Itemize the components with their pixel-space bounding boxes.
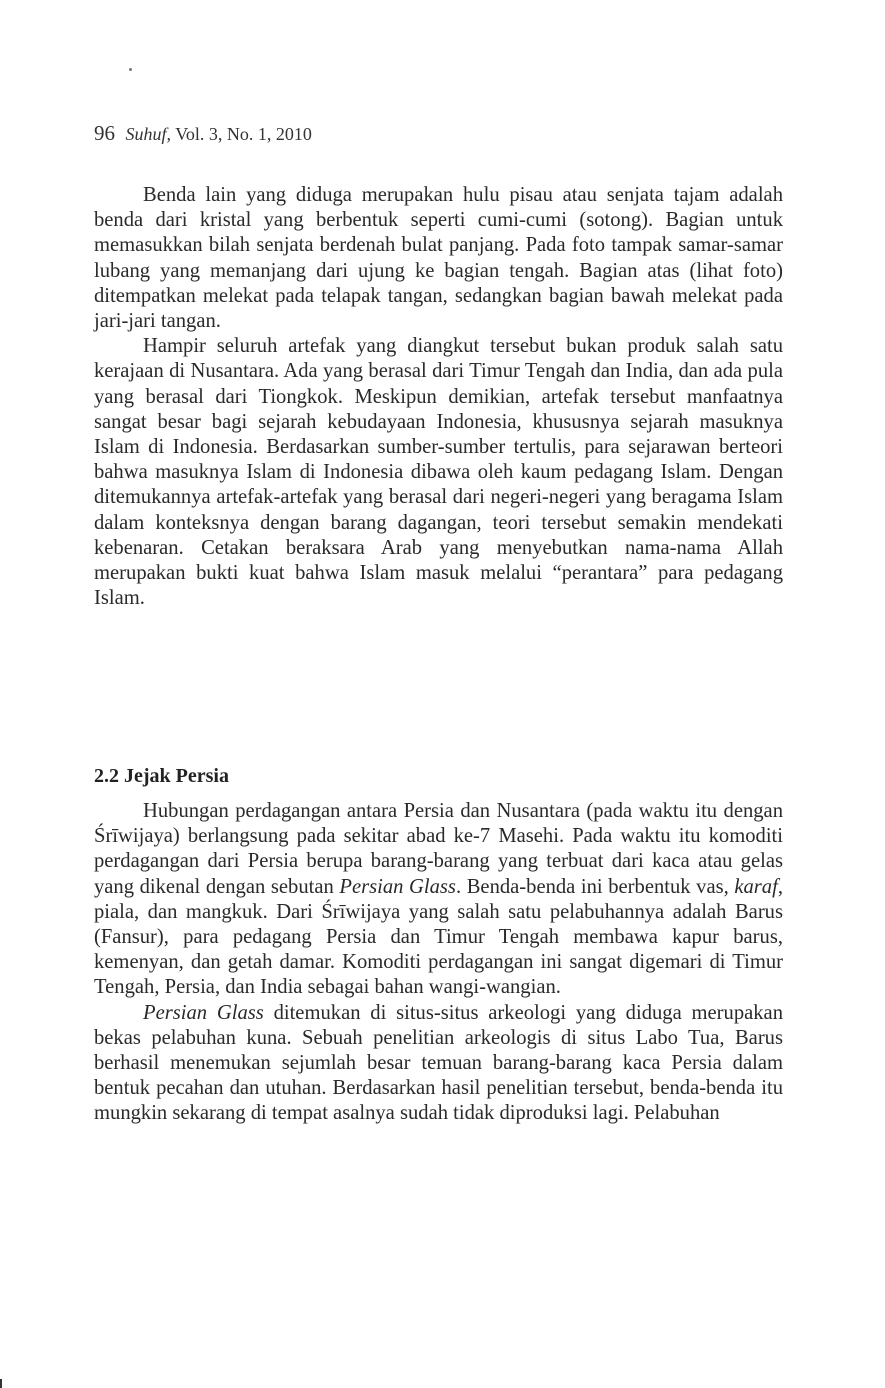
page-number: 96 — [94, 121, 115, 145]
paragraph-artifact-origins: Hampir seluruh artefak yang diangkut tersebut bukan produk salah satu kerajaan di Nusantara. Ada yang berasal dari Timur Tengah dan India, dan ada pula yang berasal dari Tiongkok. Meskipun demikian, artefak tersebut manfaatnya sangat besar bagi sejarah kebudayaan Indonesia, khususnya sejarah masuknya Islam di Indonesia. Berdasarkan sumber-sumber tertulis, para sejarawan berteori bahwa masuknya Islam di Indonesia dibawa oleh kaum pedagang Islam. Dengan ditemukannya artefak-artefak yang berasal dari negeri-negeri yang beragama Islam dalam konteksnya dengan barang dagangan, teori tersebut semakin mendekati kebenaran. Cetakan beraksara Arab yang menyebutkan nama-nama Allah merupakan bukti kuat bahwa Islam masuk melalui “perantara” para pedagang Islam. — [94, 335, 783, 610]
scan-edge-mark — [0, 1379, 2, 1388]
text-run: . Benda-benda ini berbentuk vas, — [455, 875, 735, 898]
text-run: ditemukan di situs-situs arkeologi yang diduga merupakan bekas pelabuhan kuna. Sebuah penelitian arkeologis di situs Labo Tua, Barus berhasil menemukan sejumlah besar temuan barang-barang kaca Persia dalam bentuk pecahan dan utuhan. Berdasarkan hasil penelitian tersebut, benda-benda itu mungkin sekarang di tempat asalnya sudah tidak diproduksi lagi. Pelabuhan — [94, 1001, 783, 1125]
paragraph-persian-glass-finds — [94, 1001, 783, 1127]
body-text-section-persia — [94, 799, 783, 1127]
paragraph-persia-trade — [94, 799, 783, 1001]
italic-term: Persian Glass — [339, 875, 456, 898]
running-header — [94, 121, 312, 146]
text-run: , piala, dan mangkuk. Dari Śrīwijaya yang salah satu pelabuhannya adalah Barus (Fansur), para pedagang Persia dan Timur Tengah membawa kapur barus, kemenyan, dan getah damar. Komoditi perdagangan ini sangat digemari di Timur Tengah, Persia, dan India sebagai bahan wangi-wangian. — [94, 875, 783, 999]
scan-speck — [129, 68, 132, 71]
italic-term: karaf — [734, 875, 778, 898]
section-heading: 2.2 Jejak Persia — [94, 765, 229, 787]
body-text-before-heading — [94, 183, 783, 611]
italic-term: Persian Glass — [143, 1001, 264, 1024]
text-run: Hubungan perdagangan antara Persia dan Nusantara (pada waktu itu dengan Śrīwijaya) berlangsung pada sekitar abad ke-7 Masehi. Pada waktu itu komoditi perdagangan dari Persia berupa barang-barang yang terbuat dari kaca atau gelas yang dikenal dengan sebutan — [94, 800, 783, 898]
journal-name: Suhuf, — [125, 124, 172, 144]
paragraph-crystal-knife-hilt: Benda lain yang diduga merupakan hulu pisau atau senjata tajam adalah benda dari kristal yang berbentuk seperti cumi-cumi (sotong). Bagian untuk memasukkan bilah senjata berdenah bulat panjang. Pada foto tampak samar-samar lubang yang memanjang dari ujung ke bagian tengah. Bagian atas (lihat foto) ditempatkan melekat pada telapak tangan, sedangkan bagian bawah melekat pada jari-jari tangan. — [94, 184, 783, 333]
volume-info: Vol. 3, No. 1, 2010 — [175, 124, 312, 144]
